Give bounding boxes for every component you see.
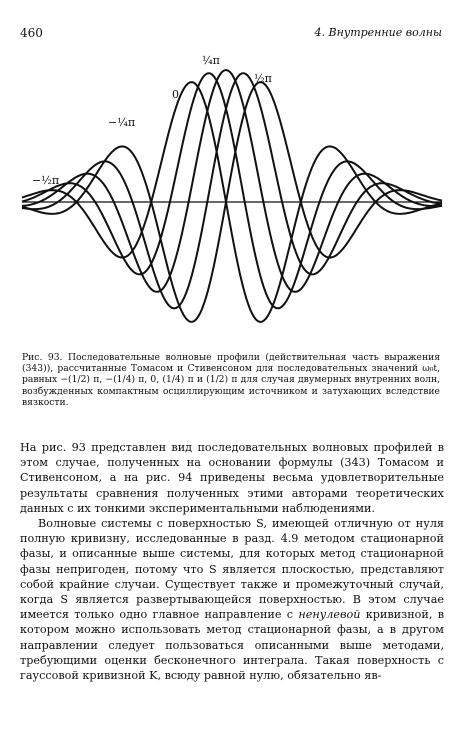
curve-label-minus-half-pi: −½π xyxy=(32,174,60,187)
body-text xyxy=(20,440,444,683)
paragraph-2 xyxy=(20,516,444,683)
figure-caption: Рис. 93. Последовательные волновые профили (действительная часть выражения (343)), рассчитанные Томасом и Стивенсоном для последовательных значений ω₀t, равных −(1/2) π, −(1/4) π, 0, (1/4) π и (1/2) π для случая двумерных внутренних волн, возбужденных компактным осциллирующим источником и затухающих вследствие вязкости. xyxy=(22,352,440,408)
wave-profile-zero xyxy=(22,70,442,292)
running-head: 4. Внутренние волны xyxy=(314,26,442,39)
curve-label-half-pi: ½π xyxy=(254,72,272,85)
paragraph-2-part-a: Волновые системы с поверхностью S, имеющей отличную от нуля полную кривизну, исследованные в разд. 4.9 методом стационарной фазы, и описанные выше системы, для которых метод стационарной фазы непригоден, потому что S является плоскостью, представляют собой крайние случаи. Существует также и промежуточный случай, когда S является развертывающейся поверхностью. В этом случае имеется только одно главное направление с xyxy=(20,517,444,622)
curve-label-quarter-pi: ¼π xyxy=(202,54,220,67)
wave-profiles-figure xyxy=(14,50,444,350)
curve-label-minus-quarter-pi: −¼π xyxy=(108,116,136,129)
paragraph-2-part-b: кривизной, в котором можно использовать метод стационарной фазы, а в другом направлении следует пользоваться описанными выше методами, требующими оценки бесконечного интеграла. Такая поверхность с гауссовой кривизной K, всюду равной нулю, обязательно яв- xyxy=(20,608,444,683)
paragraph-1: На рис. 93 представлен вид последовательных волновых профилей в этом случае, полученных на основании формулы (343) Томасом и Стивенсоном, а на рис. 94 приведены весьма удовлетворительные результаты сравнения полученных этими авторами теоретических данных с их тонкими экспериментальными наблюдениями. xyxy=(20,441,444,515)
curve-label-zero: 0 xyxy=(172,88,179,101)
paragraph-2-emphasis: ненулевой xyxy=(298,608,361,622)
page-number: 460 xyxy=(20,26,43,40)
